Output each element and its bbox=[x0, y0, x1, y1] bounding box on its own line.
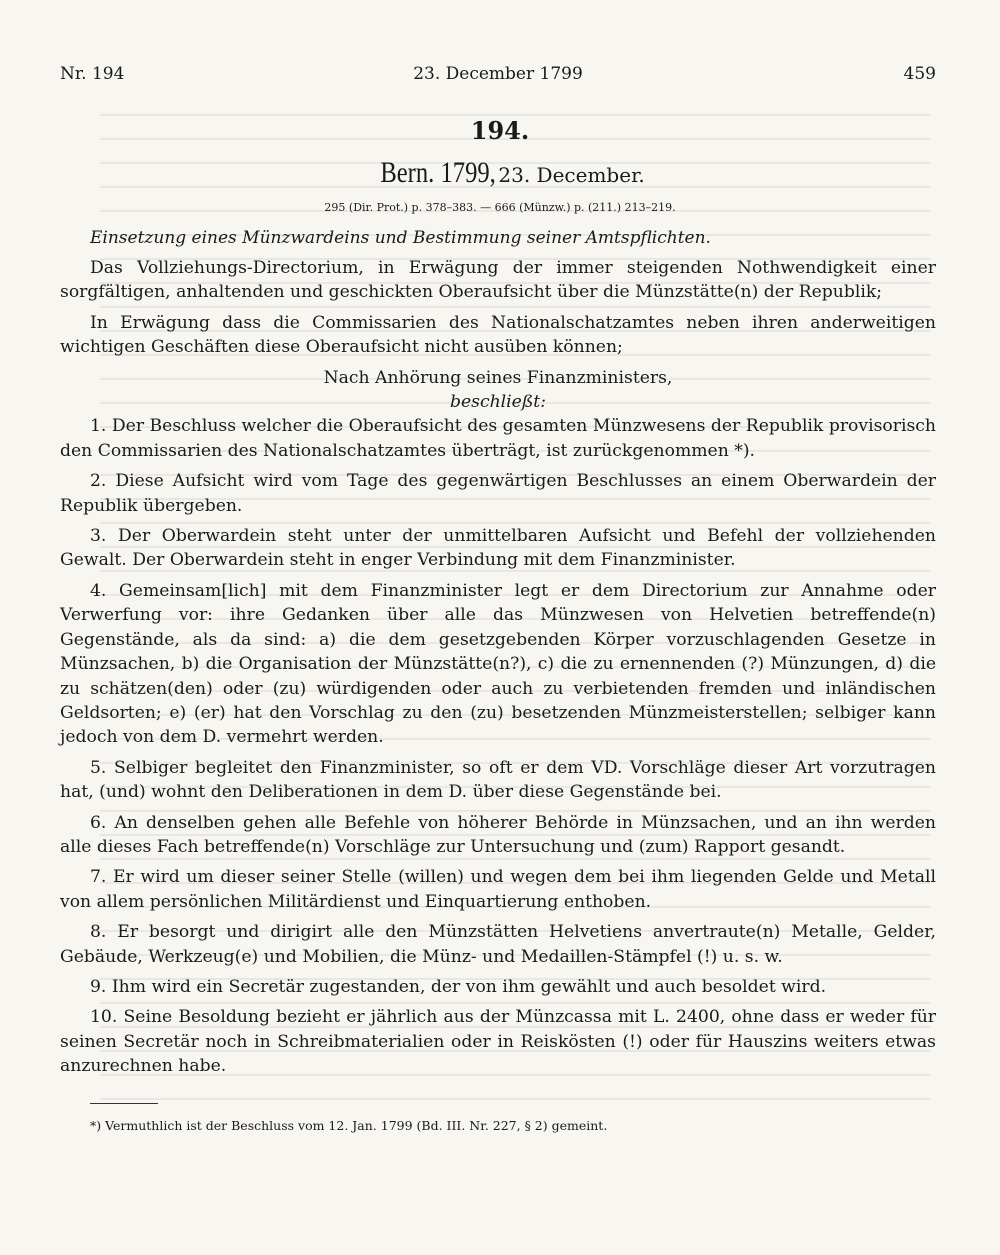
article-7: 7. Er wird um dieser seiner Stelle (willen) und wegen dem bei ihm liegenden Gelde und Metall von allem persönlichen Militärdienst und Einquartierung enthoben. bbox=[60, 867, 936, 912]
hearing-line: Nach Anhörung seines Finanzministers, bbox=[323, 367, 673, 388]
header-date: 23. December 1799 bbox=[413, 64, 583, 84]
article-6: 6. An denselben gehen alle Befehle von höherer Behörde in Münzsachen, und an ihn werden alle dieses Fach betreffende(n) Vorschläge zur Untersuchung und (zum) Rapport gesandt. bbox=[60, 812, 936, 857]
preamble-paragraph: Das Vollziehungs-Directorium, in Erwägung der immer steigenden Nothwendigkeit einer sorgfältigen, anhaltenden und geschickten Oberaufsicht über die Münzstätte(n) der Republik; bbox=[60, 258, 936, 303]
footnote: *) Vermuthlich ist der Beschluss vom 12. Jan. 1799 (Bd. III. Nr. 227, § 2) gemeint. bbox=[90, 1118, 608, 1133]
footnote-divider bbox=[90, 1103, 158, 1104]
article-10: 10. Seine Besoldung bezieht er jährlich aus der Münzcassa mit L. 2400, ohne dass er weder für seinen Secretär noch in Schreibmaterialien oder in Reiskösten (!) oder für Hauszins weiters etwas anzurechnen habe. bbox=[60, 1007, 936, 1077]
resolves-line: beschließt: bbox=[449, 392, 547, 413]
article-1: 1. Der Beschluss welcher die Oberaufsicht des gesamten Münzwesens der Republik provisorisch den Commissarien des Nationalschatzamtes überträgt, ist zurückgenommen *). bbox=[60, 416, 936, 461]
article-5: 5. Selbiger begleitet den Finanzminister, so oft er dem VD. Vorschläge dieser Art vorzutragen hat, (und) wohnt den Deliberationen in dem D. über diese Gegenstände bei. bbox=[60, 757, 936, 803]
article-9: 9. Ihm wird ein Secretär zugestanden, der von ihm gewählt und auch besoldet wird. bbox=[90, 976, 827, 997]
preamble-paragraph: In Erwägung dass die Commissarien des Nationalschatzamtes neben ihren anderweitigen wichtigen Geschäften diese Oberaufsicht nicht ausüben können; bbox=[60, 312, 936, 358]
running-header bbox=[60, 64, 936, 90]
document-subject: Einsetzung eines Münzwardeins und Bestimmung seiner Amtspflichten. bbox=[90, 228, 711, 248]
document-number: 194. bbox=[470, 116, 530, 145]
article-2: 2. Diese Aufsicht wird vom Tage des gegenwärtigen Beschlusses an einem Oberwardein der Republik übergeben. bbox=[60, 471, 936, 516]
article-8: 8. Er besorgt und dirigirt alle den Münzstätten Helvetiens anvertraute(n) Metalle, Gelder, Gebäude, Werkzeug(e) und Mobilien, die Münz- und Medaillen-Stämpfel (!) u. s. w. bbox=[60, 922, 936, 967]
header-document-number: Nr. 194 bbox=[60, 64, 125, 84]
title-place-year: Bern. 1799, bbox=[380, 156, 497, 189]
article-4: 4. Gemeinsam[lich] mit dem Finanzminister legt er dem Directorium zur Annahme oder Verwerfung vor: ihre Gedanken über alle das Münzwesen von Helvetien betreffende(n) Gegenstände, als da sind: a) die dem gesetzgebenden Körper vorzuschlagenden Gesetze in Münzsachen, b) die Organisation der Münzstätte(n?), c) die zu ernennenden (?) Münzungen, d) die zu schätzen(den) oder (zu) würdigenden oder auch zu verbietenden fremden und inländischen Geldsorten; e) (er) hat den Vorschlag zu den (zu) besetzenden Münzmeisterstellen; selbiger kann jedoch von dem D. vermehrt werden. bbox=[60, 580, 936, 748]
source-references: 295 (Dir. Prot.) p. 378–383. — 666 (Münzw.) p. (211.) 213–219. bbox=[324, 201, 676, 214]
title-date: 23. December. bbox=[498, 163, 645, 187]
page-number: 459 bbox=[903, 64, 936, 84]
article-3: 3. Der Oberwardein steht unter der unmittelbaren Aufsicht und Befehl der vollziehenden Gewalt. Der Oberwardein steht in enger Verbindung mit dem Finanzminister. bbox=[60, 526, 936, 571]
document-body bbox=[60, 256, 936, 1079]
document-title bbox=[0, 156, 1000, 190]
